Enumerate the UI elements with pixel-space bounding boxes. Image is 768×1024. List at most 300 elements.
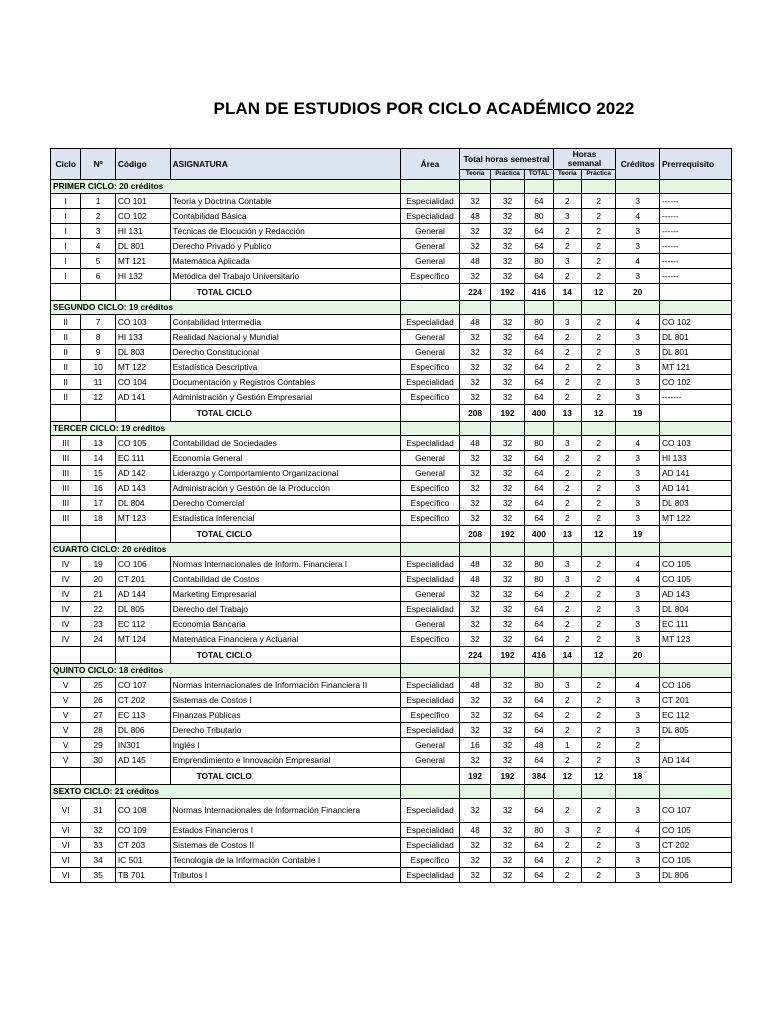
creditos-cell: 3 xyxy=(616,723,660,738)
table-row xyxy=(51,315,732,330)
asignatura-cell: Inglés I xyxy=(170,738,400,753)
asignatura-cell: Economía Bancaria xyxy=(170,617,400,632)
table-row xyxy=(51,511,732,526)
semanal-practica-cell: 2 xyxy=(581,723,615,738)
codigo-cell: CO 106 xyxy=(115,557,170,572)
ciclo-cell: VI xyxy=(51,853,81,868)
total-cell: 80 xyxy=(525,209,553,224)
total-cell: 64 xyxy=(525,345,553,360)
asignatura-cell: Documentación y Registros Contables xyxy=(170,375,400,390)
num-cell: 18 xyxy=(81,511,115,526)
area-cell: Especialidad xyxy=(400,868,460,883)
total-semanal-practica: 12 xyxy=(581,768,615,785)
semanal-practica-cell: 2 xyxy=(581,436,615,451)
practica-cell: 32 xyxy=(490,602,524,617)
num-cell: 8 xyxy=(81,330,115,345)
total-teoria: 192 xyxy=(460,768,490,785)
codigo-cell: DL 806 xyxy=(115,723,170,738)
cycle-header-blank xyxy=(490,785,524,799)
area-cell: Especialidad xyxy=(400,799,460,823)
teoria-cell: 32 xyxy=(460,632,490,647)
table-row xyxy=(51,738,732,753)
table-row xyxy=(51,617,732,632)
codigo-cell: CT 201 xyxy=(115,572,170,587)
num-cell: 9 xyxy=(81,345,115,360)
total-label: TOTAL CICLO xyxy=(170,768,400,785)
area-cell: Especialidad xyxy=(400,693,460,708)
total-blank xyxy=(115,526,170,543)
num-cell: 21 xyxy=(81,587,115,602)
cycle-header-blank xyxy=(616,543,660,557)
semanal-practica-cell: 2 xyxy=(581,868,615,883)
total-row xyxy=(51,768,732,785)
cycle-header-blank xyxy=(553,301,581,315)
practica-cell: 32 xyxy=(490,239,524,254)
semanal-teoria-cell: 3 xyxy=(553,572,581,587)
asignatura-cell: Realidad Nacional y Mundial xyxy=(170,330,400,345)
area-cell: General xyxy=(400,330,460,345)
cycle-header-blank xyxy=(490,301,524,315)
num-cell: 11 xyxy=(81,375,115,390)
teoria-cell: 32 xyxy=(460,330,490,345)
total-cell: 64 xyxy=(525,587,553,602)
total-label: TOTAL CICLO xyxy=(170,284,400,301)
ciclo-cell: V xyxy=(51,678,81,693)
creditos-cell: 3 xyxy=(616,511,660,526)
codigo-cell: CO 108 xyxy=(115,799,170,823)
semanal-practica-cell: 2 xyxy=(581,693,615,708)
codigo-cell: AD 142 xyxy=(115,466,170,481)
semanal-practica-cell: 2 xyxy=(581,224,615,239)
codigo-cell: CO 104 xyxy=(115,375,170,390)
teoria-cell: 32 xyxy=(460,868,490,883)
total-semanal-practica: 12 xyxy=(581,526,615,543)
semanal-teoria-cell: 3 xyxy=(553,557,581,572)
creditos-cell: 4 xyxy=(616,678,660,693)
cycle-header-blank xyxy=(400,664,460,678)
num-cell: 1 xyxy=(81,194,115,209)
teoria-cell: 48 xyxy=(460,254,490,269)
teoria-cell: 32 xyxy=(460,753,490,768)
semanal-teoria-cell: 2 xyxy=(553,360,581,375)
cycle-header-blank xyxy=(525,422,553,436)
table-row xyxy=(51,345,732,360)
header-creditos: Créditos xyxy=(616,149,660,180)
area-cell: Específico xyxy=(400,853,460,868)
practica-cell: 32 xyxy=(490,390,524,405)
num-cell: 12 xyxy=(81,390,115,405)
cycle-header-blank xyxy=(553,422,581,436)
semanal-practica-cell: 2 xyxy=(581,738,615,753)
num-cell: 6 xyxy=(81,269,115,284)
practica-cell: 32 xyxy=(490,738,524,753)
semanal-practica-cell: 2 xyxy=(581,496,615,511)
table-row xyxy=(51,693,732,708)
table-row xyxy=(51,853,732,868)
table-row xyxy=(51,239,732,254)
teoria-cell: 32 xyxy=(460,617,490,632)
creditos-cell: 3 xyxy=(616,693,660,708)
semanal-teoria-cell: 2 xyxy=(553,194,581,209)
semanal-teoria-cell: 2 xyxy=(553,375,581,390)
asignatura-cell: Normas Internacionales de Información Financiera xyxy=(170,799,400,823)
cycle-header-blank xyxy=(460,180,490,194)
total-cell: 64 xyxy=(525,799,553,823)
prerrequisito-cell: CT 202 xyxy=(659,838,731,853)
num-cell: 19 xyxy=(81,557,115,572)
practica-cell: 32 xyxy=(490,466,524,481)
semanal-teoria-cell: 2 xyxy=(553,345,581,360)
semanal-practica-cell: 2 xyxy=(581,572,615,587)
total-cell: 64 xyxy=(525,194,553,209)
cycle-header-blank xyxy=(460,664,490,678)
prerrequisito-cell xyxy=(659,738,731,753)
semanal-practica-cell: 2 xyxy=(581,678,615,693)
semanal-teoria-cell: 2 xyxy=(553,723,581,738)
header-practica: Práctica xyxy=(490,170,524,180)
semanal-practica-cell: 2 xyxy=(581,632,615,647)
teoria-cell: 48 xyxy=(460,315,490,330)
semanal-practica-cell: 2 xyxy=(581,753,615,768)
ciclo-cell: II xyxy=(51,390,81,405)
total-cell: 80 xyxy=(525,823,553,838)
total-creditos: 18 xyxy=(616,768,660,785)
num-cell: 24 xyxy=(81,632,115,647)
table-row xyxy=(51,254,732,269)
total-semanal-teoria: 12 xyxy=(553,768,581,785)
prerrequisito-cell: MT 122 xyxy=(659,511,731,526)
num-cell: 15 xyxy=(81,466,115,481)
practica-cell: 32 xyxy=(490,678,524,693)
cycle-header-blank xyxy=(659,180,731,194)
asignatura-cell: Liderazgo y Comportamiento Organizacional xyxy=(170,466,400,481)
total-blank xyxy=(115,405,170,422)
teoria-cell: 32 xyxy=(460,360,490,375)
table-row xyxy=(51,330,732,345)
semanal-practica-cell: 2 xyxy=(581,799,615,823)
semanal-teoria-cell: 3 xyxy=(553,254,581,269)
teoria-cell: 16 xyxy=(460,738,490,753)
total-blank xyxy=(115,768,170,785)
header-asignatura: ASIGNATURA xyxy=(170,149,400,180)
num-cell: 7 xyxy=(81,315,115,330)
total-blank xyxy=(659,284,731,301)
total-blank xyxy=(51,647,81,664)
asignatura-cell: Derecho del Trabajo xyxy=(170,602,400,617)
prerrequisito-cell: AD 141 xyxy=(659,466,731,481)
teoria-cell: 32 xyxy=(460,723,490,738)
semanal-practica-cell: 2 xyxy=(581,617,615,632)
practica-cell: 32 xyxy=(490,708,524,723)
cycle-header-blank xyxy=(525,180,553,194)
codigo-cell: IN301 xyxy=(115,738,170,753)
asignatura-cell: Contabilidad Básica xyxy=(170,209,400,224)
creditos-cell: 3 xyxy=(616,708,660,723)
header-codigo: Código xyxy=(115,149,170,180)
codigo-cell: AD 141 xyxy=(115,390,170,405)
semanal-practica-cell: 2 xyxy=(581,838,615,853)
creditos-cell: 3 xyxy=(616,632,660,647)
total-practica: 192 xyxy=(490,768,524,785)
teoria-cell: 32 xyxy=(460,853,490,868)
num-cell: 16 xyxy=(81,481,115,496)
area-cell: Específico xyxy=(400,360,460,375)
prerrequisito-cell: ------ xyxy=(659,194,731,209)
cycle-header-blank xyxy=(553,543,581,557)
ciclo-cell: VI xyxy=(51,838,81,853)
codigo-cell: AD 143 xyxy=(115,481,170,496)
teoria-cell: 32 xyxy=(460,708,490,723)
prerrequisito-cell: CO 103 xyxy=(659,436,731,451)
total-cell: 64 xyxy=(525,451,553,466)
prerrequisito-cell: CO 107 xyxy=(659,799,731,823)
prerrequisito-cell: ------ xyxy=(659,224,731,239)
total-cell: 64 xyxy=(525,693,553,708)
asignatura-cell: Economía General xyxy=(170,451,400,466)
codigo-cell: EC 113 xyxy=(115,708,170,723)
total-cell: 64 xyxy=(525,375,553,390)
semanal-teoria-cell: 2 xyxy=(553,224,581,239)
prerrequisito-cell: AD 144 xyxy=(659,753,731,768)
creditos-cell: 3 xyxy=(616,868,660,883)
total-label: TOTAL CICLO xyxy=(170,405,400,422)
cycle-header-blank xyxy=(525,664,553,678)
cycle-header-blank xyxy=(525,543,553,557)
cycle-header-blank xyxy=(616,180,660,194)
num-cell: 4 xyxy=(81,239,115,254)
teoria-cell: 48 xyxy=(460,678,490,693)
asignatura-cell: Contabilidad de Costos xyxy=(170,572,400,587)
total-cell: 64 xyxy=(525,868,553,883)
creditos-cell: 3 xyxy=(616,481,660,496)
total-practica: 192 xyxy=(490,647,524,664)
area-cell: Específico xyxy=(400,496,460,511)
header-num: Nº xyxy=(81,149,115,180)
prerrequisito-cell: CO 102 xyxy=(659,315,731,330)
codigo-cell: MT 121 xyxy=(115,254,170,269)
total-cell: 64 xyxy=(525,496,553,511)
teoria-cell: 32 xyxy=(460,496,490,511)
creditos-cell: 3 xyxy=(616,753,660,768)
total-cell: 64 xyxy=(525,466,553,481)
total-semanal-teoria: 14 xyxy=(553,647,581,664)
semanal-teoria-cell: 2 xyxy=(553,602,581,617)
semanal-practica-cell: 2 xyxy=(581,557,615,572)
total-cell: 64 xyxy=(525,838,553,853)
codigo-cell: CT 202 xyxy=(115,693,170,708)
prerrequisito-cell: ------- xyxy=(659,390,731,405)
ciclo-cell: V xyxy=(51,723,81,738)
codigo-cell: DL 801 xyxy=(115,239,170,254)
total-cell: 80 xyxy=(525,678,553,693)
teoria-cell: 32 xyxy=(460,239,490,254)
area-cell: Especialidad xyxy=(400,823,460,838)
num-cell: 25 xyxy=(81,678,115,693)
asignatura-cell: Normas Internacionales de Información Financiera II xyxy=(170,678,400,693)
total-blank xyxy=(400,405,460,422)
practica-cell: 32 xyxy=(490,557,524,572)
total-semanal-practica: 12 xyxy=(581,284,615,301)
table-row xyxy=(51,678,732,693)
total-total: 400 xyxy=(525,526,553,543)
practica-cell: 32 xyxy=(490,345,524,360)
area-cell: General xyxy=(400,239,460,254)
asignatura-cell: Sistemas de Costos II xyxy=(170,838,400,853)
total-blank xyxy=(81,647,115,664)
table-row xyxy=(51,194,732,209)
ciclo-cell: IV xyxy=(51,617,81,632)
practica-cell: 32 xyxy=(490,224,524,239)
table-row xyxy=(51,587,732,602)
ciclo-cell: III xyxy=(51,496,81,511)
total-cell: 64 xyxy=(525,617,553,632)
creditos-cell: 3 xyxy=(616,853,660,868)
prerrequisito-cell: CO 105 xyxy=(659,823,731,838)
total-blank xyxy=(51,405,81,422)
table-row xyxy=(51,466,732,481)
total-blank xyxy=(400,284,460,301)
semanal-practica-cell: 2 xyxy=(581,587,615,602)
semanal-practica-cell: 2 xyxy=(581,239,615,254)
cycle-header-blank xyxy=(581,543,615,557)
asignatura-cell: Derecho Tributario xyxy=(170,723,400,738)
teoria-cell: 32 xyxy=(460,481,490,496)
ciclo-cell: I xyxy=(51,224,81,239)
creditos-cell: 4 xyxy=(616,436,660,451)
total-blank xyxy=(400,526,460,543)
total-blank xyxy=(51,526,81,543)
cycle-header-blank xyxy=(460,543,490,557)
semanal-teoria-cell: 3 xyxy=(553,436,581,451)
area-cell: Especialidad xyxy=(400,315,460,330)
cycle-header-row xyxy=(51,301,732,315)
total-cell: 80 xyxy=(525,254,553,269)
semanal-teoria-cell: 2 xyxy=(553,239,581,254)
ciclo-cell: II xyxy=(51,375,81,390)
semanal-teoria-cell: 2 xyxy=(553,451,581,466)
total-label: TOTAL CICLO xyxy=(170,526,400,543)
teoria-cell: 32 xyxy=(460,269,490,284)
ciclo-cell: III xyxy=(51,436,81,451)
semanal-practica-cell: 2 xyxy=(581,511,615,526)
practica-cell: 32 xyxy=(490,853,524,868)
asignatura-cell: Derecho Privado y Publico xyxy=(170,239,400,254)
semanal-practica-cell: 2 xyxy=(581,269,615,284)
ciclo-cell: I xyxy=(51,239,81,254)
creditos-cell: 3 xyxy=(616,269,660,284)
creditos-cell: 3 xyxy=(616,587,660,602)
practica-cell: 32 xyxy=(490,587,524,602)
prerrequisito-cell: CO 105 xyxy=(659,853,731,868)
header-total: TOTAL xyxy=(525,170,553,180)
num-cell: 31 xyxy=(81,799,115,823)
total-total: 416 xyxy=(525,647,553,664)
total-blank xyxy=(51,768,81,785)
prerrequisito-cell: DL 804 xyxy=(659,602,731,617)
num-cell: 23 xyxy=(81,617,115,632)
asignatura-cell: Estadística Inferencial xyxy=(170,511,400,526)
ciclo-cell: IV xyxy=(51,632,81,647)
asignatura-cell: Estados Financieros I xyxy=(170,823,400,838)
creditos-cell: 4 xyxy=(616,209,660,224)
num-cell: 26 xyxy=(81,693,115,708)
ciclo-cell: II xyxy=(51,345,81,360)
ciclo-cell: V xyxy=(51,693,81,708)
total-cell: 64 xyxy=(525,511,553,526)
total-cell: 64 xyxy=(525,853,553,868)
header-prerrequisito: Prerrequisito xyxy=(659,149,731,180)
cycle-header-row xyxy=(51,543,732,557)
table-row xyxy=(51,868,732,883)
area-cell: Especialidad xyxy=(400,436,460,451)
area-cell: Específico xyxy=(400,708,460,723)
semanal-teoria-cell: 2 xyxy=(553,511,581,526)
ciclo-cell: III xyxy=(51,466,81,481)
practica-cell: 32 xyxy=(490,823,524,838)
codigo-cell: CO 107 xyxy=(115,678,170,693)
practica-cell: 32 xyxy=(490,209,524,224)
table-row xyxy=(51,451,732,466)
table-row xyxy=(51,572,732,587)
prerrequisito-cell: CO 106 xyxy=(659,678,731,693)
creditos-cell: 3 xyxy=(616,466,660,481)
asignatura-cell: Finanzas Públicas xyxy=(170,708,400,723)
table-row xyxy=(51,723,732,738)
table-row xyxy=(51,708,732,723)
area-cell: General xyxy=(400,587,460,602)
semanal-practica-cell: 2 xyxy=(581,390,615,405)
semanal-teoria-cell: 2 xyxy=(553,390,581,405)
codigo-cell: IC 501 xyxy=(115,853,170,868)
teoria-cell: 32 xyxy=(460,345,490,360)
semanal-teoria-cell: 2 xyxy=(553,632,581,647)
practica-cell: 32 xyxy=(490,753,524,768)
creditos-cell: 4 xyxy=(616,315,660,330)
semanal-practica-cell: 2 xyxy=(581,708,615,723)
practica-cell: 32 xyxy=(490,868,524,883)
num-cell: 20 xyxy=(81,572,115,587)
total-blank xyxy=(659,526,731,543)
cycle-header-blank xyxy=(525,301,553,315)
total-teoria: 208 xyxy=(460,405,490,422)
semanal-teoria-cell: 2 xyxy=(553,587,581,602)
table-row xyxy=(51,209,732,224)
total-cell: 64 xyxy=(525,708,553,723)
prerrequisito-cell: MT 123 xyxy=(659,632,731,647)
cycle-header-blank xyxy=(659,543,731,557)
prerrequisito-cell: CO 105 xyxy=(659,557,731,572)
total-teoria: 208 xyxy=(460,526,490,543)
ciclo-cell: III xyxy=(51,511,81,526)
ciclo-cell: II xyxy=(51,360,81,375)
num-cell: 3 xyxy=(81,224,115,239)
cycle-header-blank xyxy=(581,422,615,436)
practica-cell: 32 xyxy=(490,632,524,647)
prerrequisito-cell: CO 102 xyxy=(659,375,731,390)
total-semanal-teoria: 13 xyxy=(553,526,581,543)
prerrequisito-cell: EC 112 xyxy=(659,708,731,723)
cycle-header-blank xyxy=(460,301,490,315)
teoria-cell: 32 xyxy=(460,194,490,209)
practica-cell: 32 xyxy=(490,315,524,330)
teoria-cell: 48 xyxy=(460,823,490,838)
practica-cell: 32 xyxy=(490,481,524,496)
area-cell: General xyxy=(400,617,460,632)
ciclo-cell: I xyxy=(51,269,81,284)
asignatura-cell: Técnicas de Elocución y Redacción xyxy=(170,224,400,239)
cycle-header-blank xyxy=(553,664,581,678)
semanal-practica-cell: 2 xyxy=(581,451,615,466)
